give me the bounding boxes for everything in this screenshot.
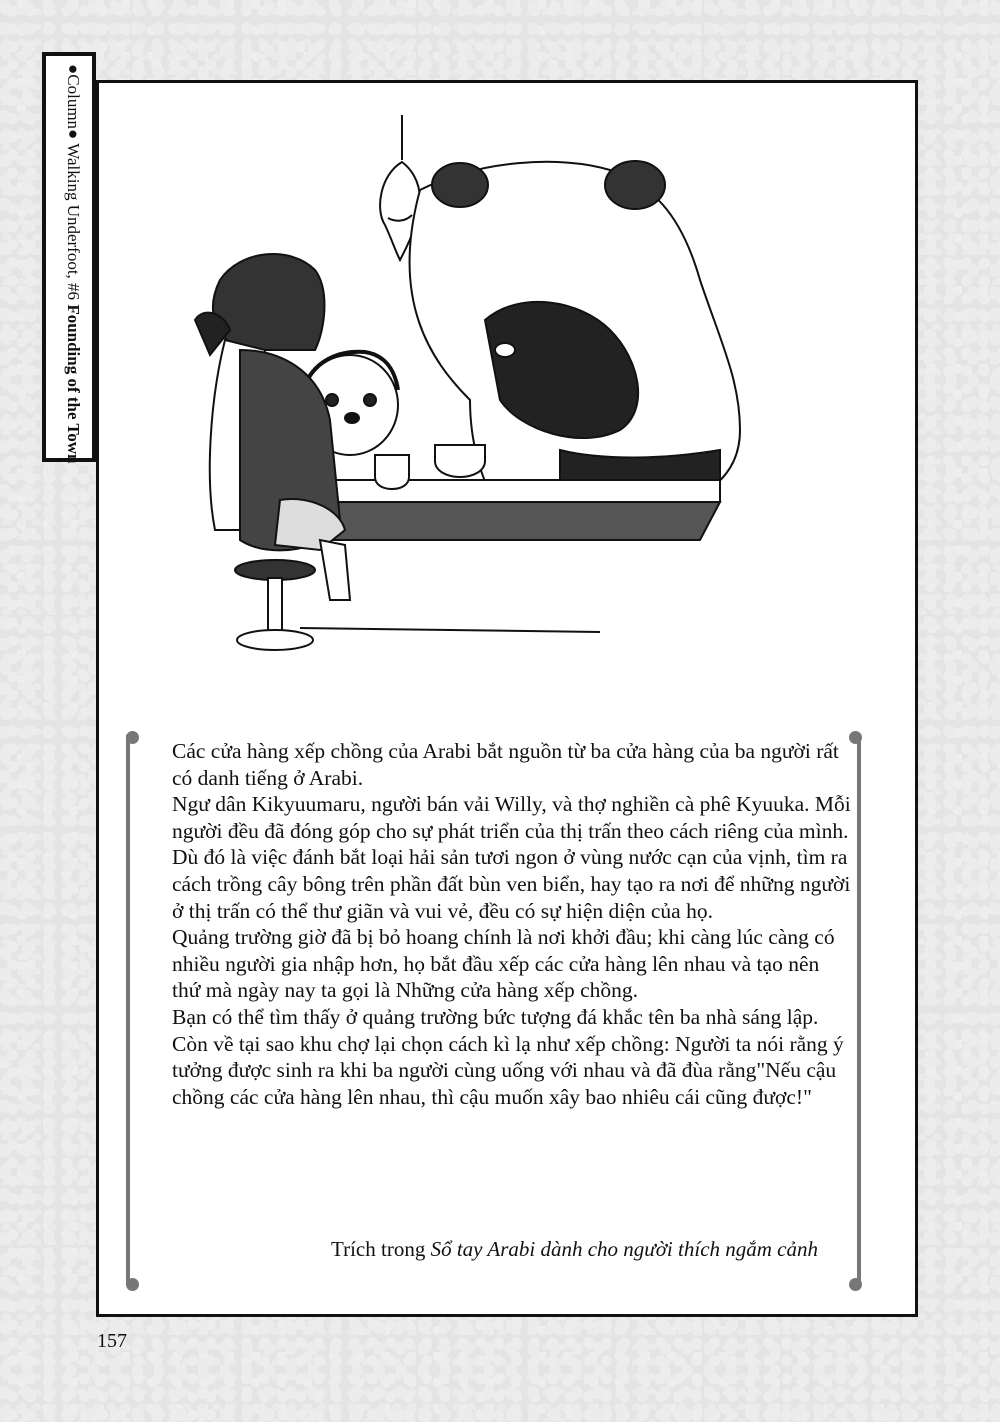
column-tab <box>42 52 96 462</box>
source-prefix: Trích trong <box>331 1237 431 1261</box>
source-title: Sổ tay Arabi dành cho người thích ngắm cảnh <box>430 1237 818 1261</box>
column-label: ●Column● Walking Underfoot, #6 <box>64 64 83 301</box>
right-bracket-ornament <box>857 735 861 1285</box>
paragraph: Ngư dân Kikyuumaru, người bán vải Willy, và thợ nghiền cà phê Kyuuka. Mỗi người đều đã đóng góp cho sự phát triển của thị trấn theo cách riêng của mình. Dù đó là việc đánh bắt loại hải sản tươi ngon ở vùng nước cạn của vịnh, tìm ra cách trồng cây bông trên phần đất bùn ven biển, hay tạo ra nơi để những người ở thị trấn có thể thư giãn và vui vẻ, đều có sự hiện diện của họ. <box>172 792 851 923</box>
paragraph: Còn về tại sao khu chợ lại chọn cách kì lạ như xếp chồng: Người ta nói rằng ý tưởng được sinh ra khi ba người cùng uống với nhau và đã đùa rằng"Nếu cậu chồng các cửa hàng lên nhau, thì cậu muốn xây bao nhiêu cái cũng được!" <box>172 1031 844 1109</box>
illustration <box>180 100 840 680</box>
paragraph: Bạn có thể tìm thấy ở quảng trường bức tượng đá khắc tên ba nhà sáng lập. <box>172 1004 819 1029</box>
page-number: 157 <box>97 1330 127 1352</box>
paragraph: Quảng trường giờ đã bị bỏ hoang chính là nơi khởi đầu; khi càng lúc càng có nhiều người gia nhập hơn, họ bắt đầu xếp các cửa hàng lên nhau và tạo nên thứ mà ngày nay ta gọi là Những cửa hàng xếp chồng. <box>172 925 835 1003</box>
left-bracket-ornament <box>126 735 130 1285</box>
girl-icon <box>195 254 350 650</box>
paragraph: Các cửa hàng xếp chồng của Arabi bắt nguồn từ ba cửa hàng của ba người rất có danh tiếng ở Arabi. <box>172 739 839 790</box>
column-tab-text <box>58 64 88 464</box>
column-title: Founding of the Town <box>64 304 83 464</box>
article-body <box>172 738 852 1110</box>
source-citation <box>172 1237 818 1262</box>
floor-line <box>300 628 600 632</box>
